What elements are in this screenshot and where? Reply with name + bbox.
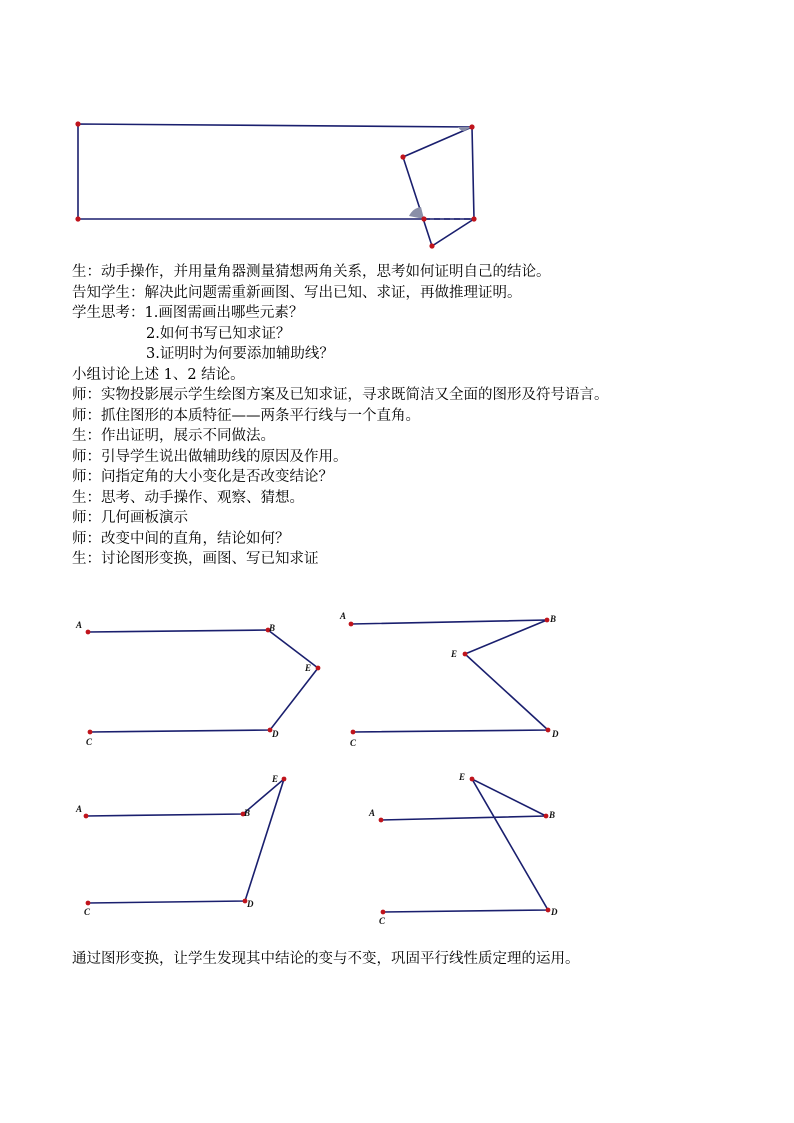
rectangle-shape bbox=[78, 124, 474, 219]
label-E: E bbox=[305, 663, 312, 673]
vertex-point bbox=[469, 124, 474, 129]
text-line: 告知学生：解决此问题需重新画图、写出已知、求证，再做推理证明。 bbox=[72, 284, 522, 301]
label-D: D bbox=[552, 729, 559, 739]
label-A: A bbox=[340, 611, 347, 621]
label-C: C bbox=[86, 737, 93, 747]
label-A: A bbox=[369, 808, 376, 818]
text-line: 2.如何书写已知求证？ bbox=[146, 325, 291, 342]
label-E: E bbox=[451, 649, 458, 659]
label-D: D bbox=[247, 899, 254, 909]
vertex-point bbox=[75, 216, 80, 221]
text-block bbox=[72, 262, 752, 570]
vertex-point bbox=[75, 121, 80, 126]
label-B: B bbox=[549, 810, 556, 820]
label-A: A bbox=[76, 804, 83, 814]
figure-3 bbox=[75, 774, 286, 917]
text-line: 生：动手操作，并用量角器测量猜想两角关系，思考如何证明自己的结论。 bbox=[72, 264, 551, 280]
geometry-figures bbox=[0, 590, 794, 930]
figure-4 bbox=[368, 772, 558, 926]
label-C: C bbox=[84, 907, 91, 917]
vertex-point bbox=[471, 216, 476, 221]
label-C: C bbox=[350, 738, 357, 748]
label-D: D bbox=[272, 729, 279, 739]
angle-marker-bottom bbox=[409, 207, 424, 219]
text-line: 师：改变中间的直角，结论如何？ bbox=[72, 530, 290, 547]
text-line: 生：作出证明，展示不同做法。 bbox=[72, 428, 275, 444]
vertex-point bbox=[421, 216, 426, 221]
text-line: 师：引导学生说出做辅助线的原因及作用。 bbox=[72, 448, 348, 465]
text-line: 师：问指定角的大小变化是否改变结论？ bbox=[72, 469, 333, 485]
figure-1 bbox=[75, 620, 320, 747]
vertex-point bbox=[429, 243, 434, 248]
label-B: B bbox=[244, 808, 251, 818]
text-line: 学生思考：1.画图需画出哪些元素？ bbox=[72, 305, 304, 321]
label-E: E bbox=[459, 772, 466, 782]
label-D: D bbox=[551, 907, 558, 917]
text-line: 生：讨论图形变换，画图、写已知求证 bbox=[72, 551, 319, 567]
summary-text: 通过图形变换，让学生发现其中结论的变与不变，巩固平行线性质定理的运用。 bbox=[72, 951, 580, 967]
text-line: 师：抓住图形的本质特征——两条平行线与一个直角。 bbox=[72, 407, 420, 424]
label-C: C bbox=[379, 916, 386, 926]
figure-2 bbox=[339, 611, 559, 748]
top-figure bbox=[0, 0, 794, 260]
folded-quadrilateral bbox=[403, 127, 474, 246]
text-line: 小组讨论上述 1、2 结论。 bbox=[72, 366, 245, 383]
text-line: 3.证明时为何要添加辅助线？ bbox=[146, 346, 334, 362]
label-E: E bbox=[272, 774, 279, 784]
vertex-point bbox=[400, 154, 405, 159]
label-B: B bbox=[550, 614, 557, 624]
text-line: 师：实物投影展示学生绘图方案及已知求证，寻求既简洁又全面的图形及符号语言。 bbox=[72, 387, 609, 403]
label-A: A bbox=[76, 620, 83, 630]
text-line: 生：思考、动手操作、观察、猜想。 bbox=[72, 489, 304, 506]
text-line: 师：几何画板演示 bbox=[72, 510, 188, 526]
label-B: B bbox=[269, 623, 276, 633]
